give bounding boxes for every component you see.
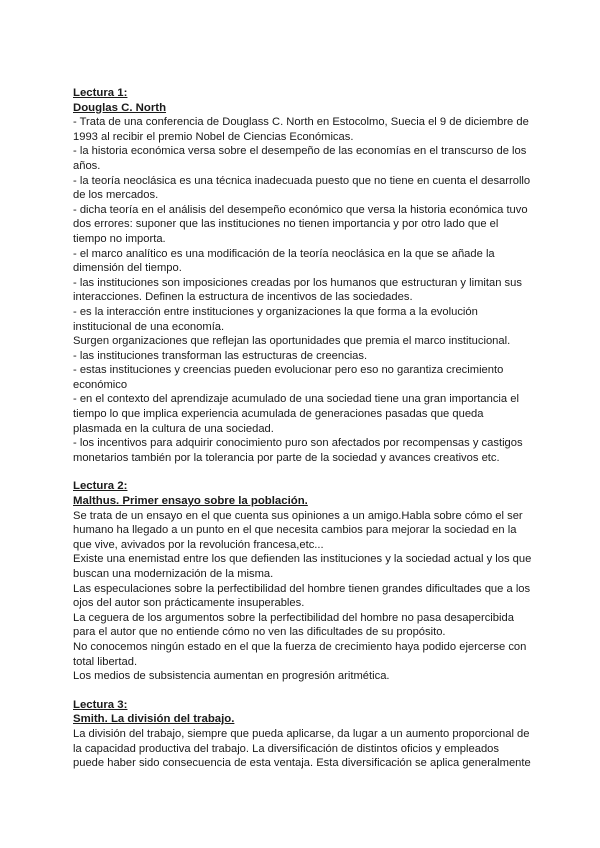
text-line: - la teoría neoclásica es una técnica inadecuada puesto que no tiene en cuenta el desarrollo xyxy=(73,174,531,187)
text-line: - las instituciones son imposiciones creadas por los humanos que estructuran y limitan sus xyxy=(73,276,522,289)
text-line: plasmada en la cultura de una sociedad. xyxy=(73,422,274,435)
text-line: Existe una enemistad entre los que defienden las instituciones y la sociedad actual y los que xyxy=(73,553,532,566)
text-line: ojos del autor son prácticamente insuperables. xyxy=(73,597,305,610)
text-line: la capacidad productiva del trabajo. La diversificación de distintos oficios y empleados xyxy=(73,742,499,755)
text-line: dimensión del tiempo. xyxy=(73,262,182,275)
text-line: años. xyxy=(73,159,101,172)
text-line: La división del trabajo, siempre que pueda aplicarse, da lugar a un aumento proporcional de xyxy=(73,727,530,740)
text-line: dos errores: suponer que las instituciones no tienen importancia y por otro lado que el xyxy=(73,218,499,231)
section-lectura-2 xyxy=(73,479,532,683)
text-line: Las especulaciones sobre la perfectibilidad del hombre tienen grandes dificultades que a los xyxy=(73,582,531,595)
text-line: humano ha llegado a un punto en el que necesita cambios para mejorar la sociedad en la xyxy=(73,524,517,537)
document-page xyxy=(73,86,532,785)
text-line: - es la interacción entre instituciones y organizaciones la que forma a la evolución xyxy=(73,305,478,318)
text-line: tiempo lo que implica experiencia acumulada de generaciones pasadas que queda xyxy=(73,408,484,421)
text-line: - en el contexto del aprendizaje acumulado de una sociedad tiene una gran importancia el xyxy=(73,393,519,406)
text-line: No conocemos ningún estado en el que la fuerza de crecimiento haya podido ejercerse con xyxy=(73,640,527,653)
text-line: institucional de una economía. xyxy=(73,320,225,333)
text-line: total libertad. xyxy=(73,655,138,668)
text-line: económico xyxy=(73,378,128,391)
section-heading: Lectura 2: xyxy=(73,480,128,493)
text-line: buscan una modernización de la misma. xyxy=(73,568,274,580)
text-line: Los medios de subsistencia aumentan en progresión aritmética. xyxy=(73,670,390,683)
text-line: Se trata de un ensayo en el que cuenta sus opiniones a un amigo.Habla sobre cómo el ser xyxy=(73,509,523,522)
section-heading: Lectura 3: xyxy=(73,698,128,711)
text-line: - la historia económica versa sobre el desempeño de las economías en el transcurso de los xyxy=(73,145,527,158)
text-line: para el autor que no entiende cómo no ven las dificultades de su propósito. xyxy=(73,626,446,639)
section-lectura-1 xyxy=(73,86,531,465)
text-line: 1993 al recibir el premio Nobel de Ciencias Económicas. xyxy=(73,130,354,143)
text-line: - las instituciones transforman las estructuras de creencias. xyxy=(73,349,368,362)
text-line: monetarios también por la tolerancia por parte de la sociedad y avances creativos etc. xyxy=(73,451,500,464)
text-line: La ceguera de los argumentos sobre la perfectibilidad del hombre no pasa desapercibida xyxy=(73,611,514,624)
text-line: Surgen organizaciones que reflejan las oportunidades que premia el marco institucional. xyxy=(73,335,511,348)
text-line: - dicha teoría en el análisis del desempeño económico que versa la historia económica tuvo xyxy=(73,203,528,216)
text-line: interacciones. Definen la estructura de incentivos de las sociedades. xyxy=(73,291,413,304)
text-line: que vive, avivados por la revolución francesa,etc... xyxy=(73,538,324,551)
text-line: tiempo no importa. xyxy=(73,232,166,245)
text-line: - Trata de una conferencia de Douglass C. North en Estocolmo, Suecia el 9 de diciembre de xyxy=(73,116,529,129)
text-line: - el marco analítico es una modificación de la teoría neoclásica en la que se añade la xyxy=(73,247,495,260)
text-line: - estas instituciones y creencias pueden evolucionar pero eso no garantiza crecimiento xyxy=(73,364,504,377)
section-lectura-3 xyxy=(73,698,531,771)
text-line: de los mercados. xyxy=(73,189,159,202)
section-heading: Lectura 1: xyxy=(73,87,128,99)
text-line: puede haber sido consecuencia de esta ventaja. Esta diversificación se aplica generalmente xyxy=(73,757,531,770)
section-title: Malthus. Primer ensayo sobre la población. xyxy=(73,495,308,508)
section-title: Douglas C. North xyxy=(73,101,167,114)
text-line: - los incentivos para adquirir conocimiento puro son afectados por recompensas y castigos xyxy=(73,437,523,450)
section-title: Smith. La división del trabajo. xyxy=(73,713,235,726)
